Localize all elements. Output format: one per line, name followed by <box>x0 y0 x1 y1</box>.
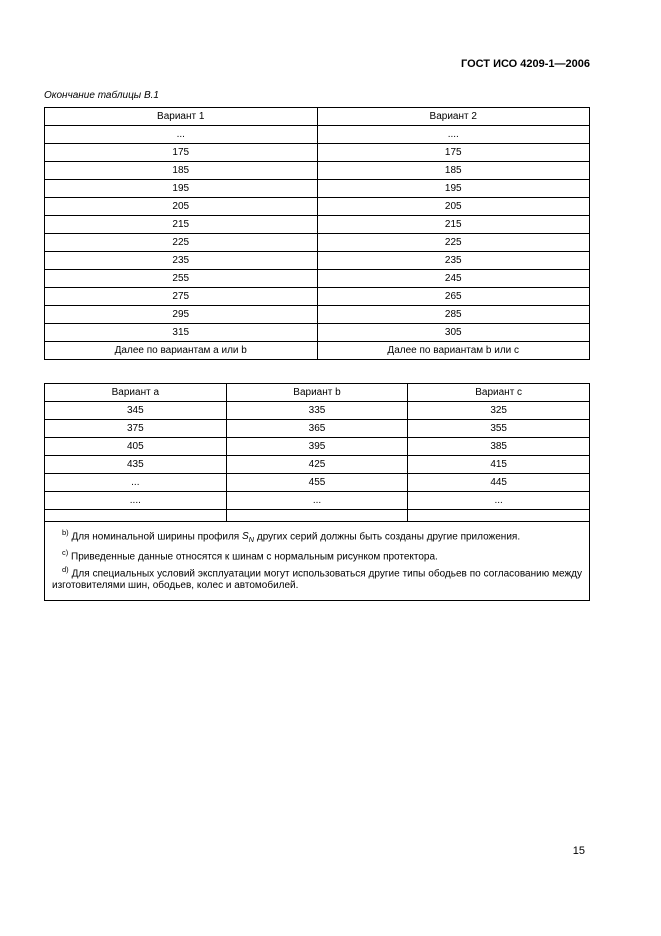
table-row <box>45 420 590 438</box>
table-variants-1-2 <box>44 107 590 360</box>
table-cell: 205 <box>317 198 590 216</box>
table-cell: 195 <box>45 180 318 198</box>
table-cell: 265 <box>317 288 590 306</box>
table-variants-a-b-c <box>44 383 590 601</box>
symbol-subscript: N <box>248 535 255 545</box>
table-cell: ... <box>408 492 590 510</box>
table-cell: 395 <box>226 438 408 456</box>
footnote-b-text-before: Для номинальной ширины профиля <box>71 531 242 543</box>
footnote-c-marker: c) <box>62 547 69 557</box>
table-cell: 325 <box>408 402 590 420</box>
column-header-variant-b: Вариант b <box>226 384 408 402</box>
table-cell: Далее по вариантам b или c <box>317 342 590 360</box>
table-row-empty <box>45 510 590 522</box>
table-row <box>45 180 590 198</box>
table-cell-empty <box>408 510 590 522</box>
table-cell: 315 <box>45 324 318 342</box>
table-continuation-caption: Окончание таблицы В.1 <box>44 90 159 101</box>
table-row <box>45 162 590 180</box>
table-cell: 175 <box>317 144 590 162</box>
table-row <box>45 270 590 288</box>
table-row <box>45 144 590 162</box>
table-footnotes-cell <box>45 522 590 601</box>
table-cell: 295 <box>45 306 318 324</box>
table-row <box>45 474 590 492</box>
table-cell: 385 <box>408 438 590 456</box>
table-row <box>45 456 590 474</box>
page-number: 15 <box>572 845 585 857</box>
table-cell-empty <box>226 510 408 522</box>
footnote-b-text-after: других серий должны быть созданы другие приложения. <box>254 531 521 543</box>
table-row-continuation <box>45 342 590 360</box>
table-footnotes-row <box>45 522 590 601</box>
table-cell: 285 <box>317 306 590 324</box>
table-row <box>45 438 590 456</box>
footnote-b-marker: b) <box>62 528 69 537</box>
table-cell: 455 <box>226 474 408 492</box>
table-cell: 425 <box>226 456 408 474</box>
table-row <box>45 252 590 270</box>
table-row <box>45 402 590 420</box>
table-cell: 185 <box>45 162 318 180</box>
table-cell: 225 <box>317 234 590 252</box>
table-row <box>45 492 590 510</box>
column-header-variant-c: Вариант с <box>408 384 590 402</box>
footnote-b <box>52 527 582 547</box>
table-cell: 195 <box>317 180 590 198</box>
table-cell: 355 <box>408 420 590 438</box>
table-row <box>45 126 590 144</box>
table-cell: 205 <box>45 198 318 216</box>
table-cell: 175 <box>45 144 318 162</box>
table-cell: 185 <box>317 162 590 180</box>
table-cell: 215 <box>45 216 318 234</box>
table-cell: .... <box>317 126 590 144</box>
table-row <box>45 216 590 234</box>
table-cell: 435 <box>45 456 227 474</box>
table-cell: 255 <box>45 270 318 288</box>
profile-width-symbol <box>242 531 255 545</box>
table-row <box>45 234 590 252</box>
table-cell-empty <box>45 510 227 522</box>
table-cell: .... <box>45 492 227 510</box>
table-cell: ... <box>45 126 318 144</box>
table-cell: 365 <box>226 420 408 438</box>
footnote-d-text: Для специальных условий эксплуатации могут использоваться другие типы ободьев по согласованию между изготовителями шин, ободьев, колес и автомобилей. <box>52 567 582 592</box>
table-row <box>45 306 590 324</box>
document-header: ГОСТ ИСО 4209-1—2006 <box>460 58 590 70</box>
table-cell: 235 <box>317 252 590 270</box>
table-cell: 245 <box>317 270 590 288</box>
table-cell: 305 <box>317 324 590 342</box>
table-cell: 405 <box>45 438 227 456</box>
table-cell: 225 <box>45 234 318 252</box>
footnote-c-text: Приведенные данные относятся к шинам с нормальным рисунком протектора. <box>71 551 438 563</box>
table-cell: 275 <box>45 288 318 306</box>
table-row <box>45 198 590 216</box>
column-header-variant-2: Вариант 2 <box>317 108 590 126</box>
footnote-d-marker: d) <box>62 564 69 574</box>
table-cell: 215 <box>317 216 590 234</box>
symbol-letter: S <box>242 531 249 543</box>
table-cell: 235 <box>45 252 318 270</box>
footnote-c <box>52 547 582 564</box>
footnote-d <box>52 564 582 593</box>
table-cell: 445 <box>408 474 590 492</box>
table-row <box>45 288 590 306</box>
table-header-row <box>45 384 590 402</box>
table-cell: 415 <box>408 456 590 474</box>
table-cell: 375 <box>45 420 227 438</box>
table-cell: ... <box>45 474 227 492</box>
table-row <box>45 324 590 342</box>
table-cell: 345 <box>45 402 227 420</box>
table-cell: Далее по вариантам a или b <box>45 342 318 360</box>
column-header-variant-a: Вариант а <box>45 384 227 402</box>
table-cell: 335 <box>226 402 408 420</box>
table-header-row <box>45 108 590 126</box>
table-cell: ... <box>226 492 408 510</box>
column-header-variant-1: Вариант 1 <box>45 108 318 126</box>
